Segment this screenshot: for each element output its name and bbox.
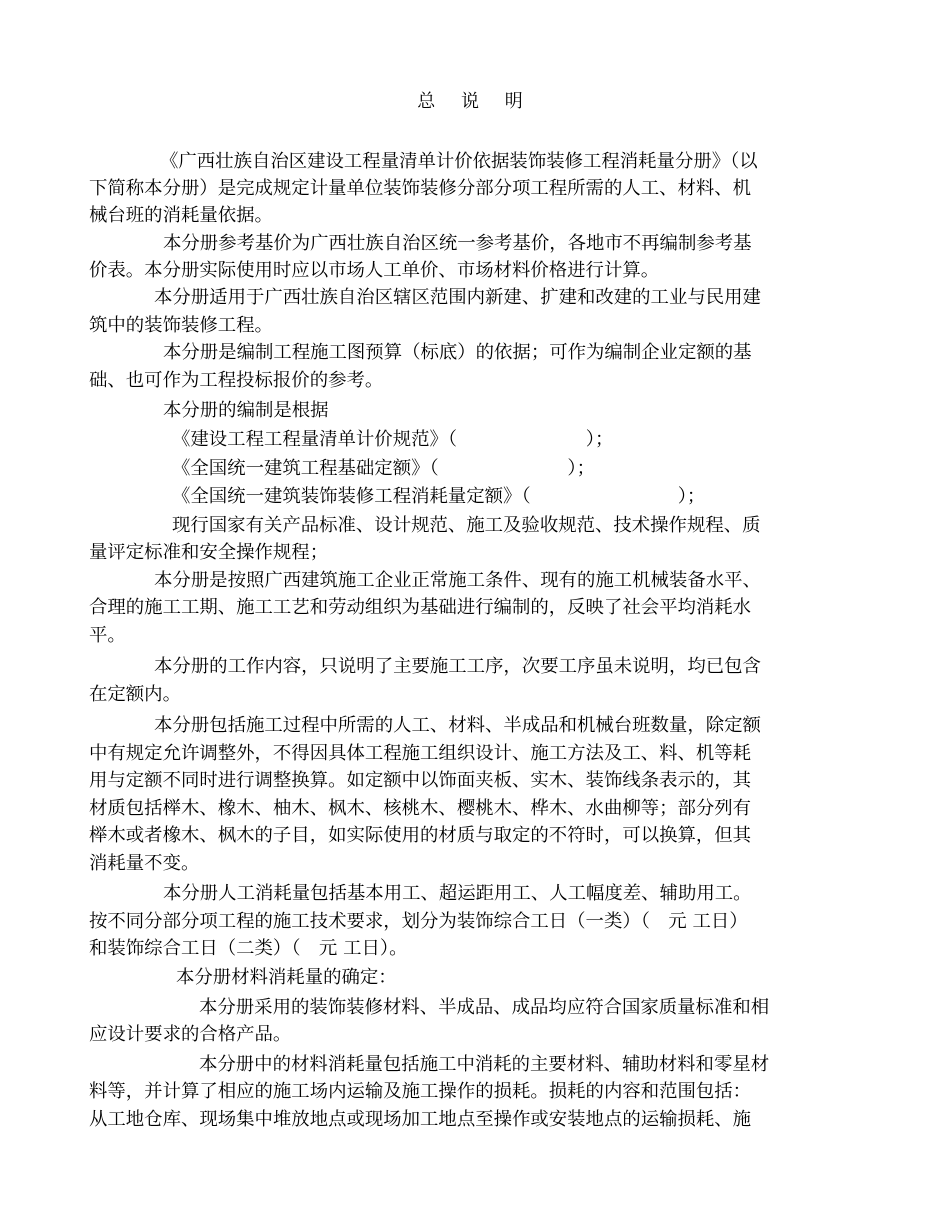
text-line: 和装饰综合工日（二类）（ 元 工日）。 (89, 938, 408, 959)
text-line: 量评定标准和安全操作规程； (89, 542, 329, 563)
text-line: 本分册材料消耗量的确定： (176, 967, 397, 988)
text-line: 中有规定允许调整外，不得因具体工程施工组织设计、施工方法及工、料、机等耗 (89, 743, 752, 764)
text-line: 本分册是编制工程施工图预算（标底）的依据；可作为编制企业定额的基 (163, 342, 752, 363)
text-line: 从工地仓库、现场集中堆放地点或现场加工地点至操作或安装地点的运输损耗、施 (89, 1109, 752, 1130)
text-line: 《全国统一建筑工程基础定额》（ ）； (172, 458, 595, 479)
text-line: 材质包括榉木、橡木、柚木、枫木、核桃木、樱桃木、桦木、水曲柳等；部分列有 (89, 798, 752, 819)
text-line: 《建设工程工程量清单计价规范》（ ）； (172, 429, 614, 450)
text-line: 应设计要求的合格产品。 (89, 1024, 292, 1045)
text-line: 下简称本分册）是完成规定计量单位装饰装修分部分项工程所需的人工、材料、机 (89, 178, 752, 199)
text-line: 本分册中的材料消耗量包括施工中消耗的主要材料、辅助材料和零星材 (199, 1054, 770, 1075)
text-line: 榉木或者橡木、枫木的子目，如实际使用的材质与取定的不符时，可以换算，但其 (89, 825, 752, 846)
text-line: 本分册是按照广西建筑施工企业正常施工条件、现有的施工机械装备水平、 (154, 570, 761, 591)
text-line: 本分册的工作内容，只说明了主要施工工序，次要工序虽未说明，均已包含 (154, 656, 761, 677)
text-line: 价表。本分册实际使用时应以市场人工单价、市场材料价格进行计算。 (89, 260, 660, 281)
text-line: 本分册适用于广西壮族自治区辖区范围内新建、扩建和改建的工业与民用建 (154, 287, 761, 308)
text-line: 料等，并计算了相应的施工场内运输及施工操作的损耗。损耗的内容和范围包括： (89, 1081, 752, 1102)
text-line: 础、也可作为工程投标报价的参考。 (89, 370, 384, 391)
text-line: 按不同分部分项工程的施工技术要求，划分为装饰综合工日（一类）（ 元 工日） (89, 911, 748, 932)
text-line: 合理的施工工期、施工工艺和劳动组织为基础进行编制的，反映了社会平均消耗水 (89, 597, 752, 618)
text-line: 本分册的编制是根据 (163, 400, 329, 421)
text-line: 在定额内。 (89, 684, 181, 705)
text-line: 《广西壮族自治区建设工程量清单计价依据装饰装修工程消耗量分册》（以 (160, 151, 758, 172)
text-line: 本分册参考基价为广西壮族自治区统一参考基价，各地市不再编制参考基 (163, 233, 752, 254)
text-line: 本分册采用的装饰装修材料、半成品、成品均应符合国家质量标准和相 (199, 997, 770, 1018)
text-line: 《全国统一建筑装饰装修工程消耗量定额》（ ）； (172, 486, 706, 507)
text-line: 本分册包括施工过程中所需的人工、材料、半成品和机械台班数量，除定额 (154, 715, 761, 736)
text-line: 械台班的消耗量依据。 (89, 205, 273, 226)
text-line: 现行国家有关产品标准、设计规范、施工及验收规范、技术操作规程、质 (172, 515, 761, 536)
text-line: 本分册人工消耗量包括基本用工、超运距用工、人工幅度差、辅助用工。 (163, 883, 752, 904)
page-title: 总 说 明 (417, 91, 533, 112)
text-line: 筑中的装饰装修工程。 (89, 315, 273, 336)
text-line: 用与定额不同时进行调整换算。如定额中以饰面夹板、实木、装饰线条表示的，其 (89, 770, 752, 791)
text-line: 平。 (89, 625, 126, 646)
text-line: 消耗量不变。 (89, 853, 200, 874)
